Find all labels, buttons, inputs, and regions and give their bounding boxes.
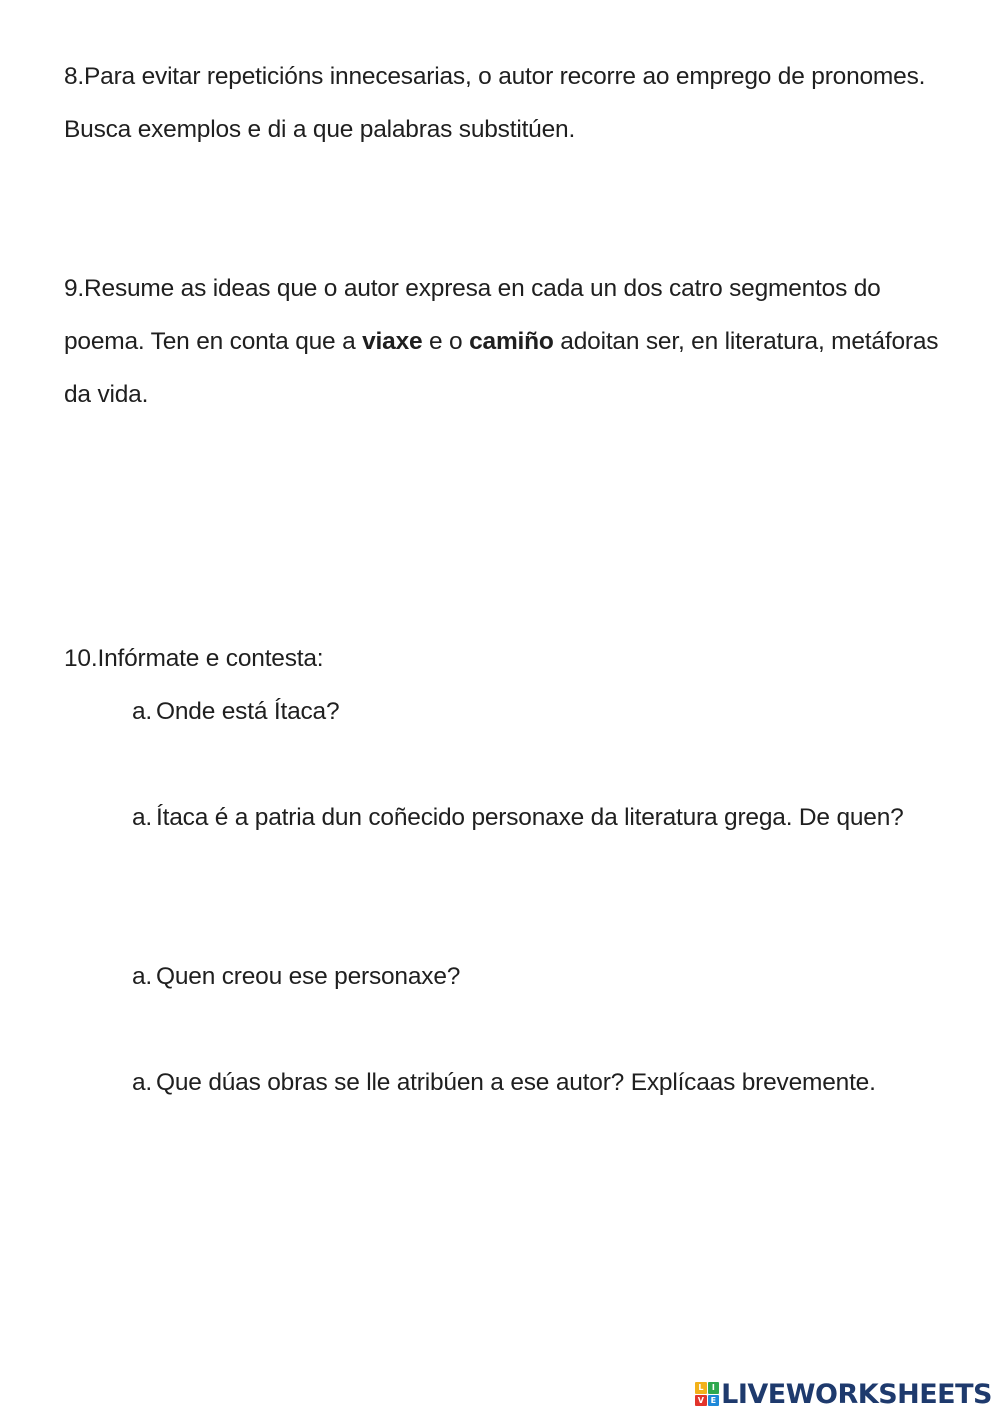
question-9 [64, 262, 944, 421]
question-8-text: 8.Para evitar repeticións innecesarias, o autor recorre ao emprego de pronomes. Busca exemplos e di a que palabras substitúen. [64, 63, 926, 143]
question-9-bold-viaxe: viaxe [362, 328, 423, 355]
question-10-text: 10.Infórmate e contesta: [64, 645, 324, 672]
question-10-item-1 [132, 685, 932, 738]
brand-wordmark: LIVEWORKSHEETS [721, 1378, 992, 1410]
question-8 [64, 50, 944, 156]
list-marker: a. [132, 698, 153, 725]
question-9-text-part2: e o [422, 328, 470, 355]
list-marker: a. [132, 804, 153, 831]
question-10-item-3-text: Quen creou ese personaxe? [156, 963, 461, 990]
question-10-item-2-text: Ítaca é a patria dun coñecido personaxe da literatura grega. De quen? [156, 804, 904, 831]
logo-tile-l: L [695, 1382, 707, 1394]
question-9-bold-camino: camiño [469, 328, 554, 355]
question-9-text-part1: 9.Resume as ideas que o autor expresa en cada un dos catro segmentos do poema. Ten en conta que a [64, 275, 881, 355]
question-9-text-part3: adoitan ser, en literatura, metáforas da vida. [64, 328, 939, 408]
liveworksheets-brand [695, 1380, 992, 1408]
question-10-item-2 [132, 791, 932, 844]
question-10-item-4-text: Que dúas obras se lle atribúen a ese autor? Explícaas brevemente. [156, 1069, 876, 1096]
logo-tile-e: E [708, 1395, 720, 1407]
list-marker: a. [132, 963, 153, 990]
question-10-item-3 [132, 950, 932, 1003]
question-10 [64, 632, 944, 685]
logo-tile-v: V [695, 1395, 707, 1407]
question-10-item-1-text: Onde está Ítaca? [156, 698, 340, 725]
question-10-item-4 [132, 1056, 932, 1109]
logo-tile-i: I [708, 1382, 720, 1394]
list-marker: a. [132, 1069, 153, 1096]
liveworksheets-logo-icon [695, 1382, 719, 1406]
